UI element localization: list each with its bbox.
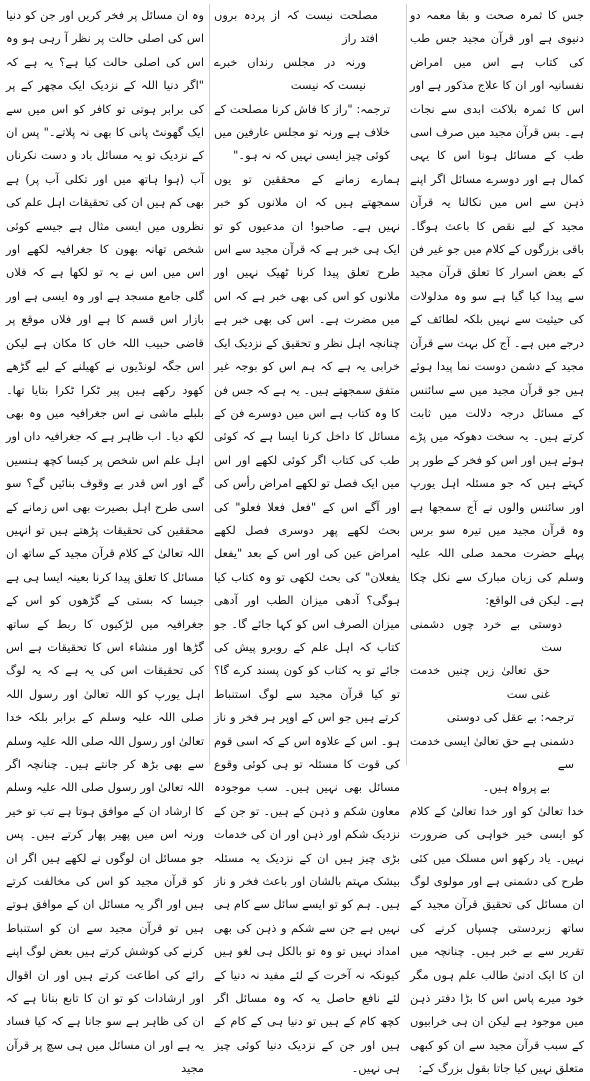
middle-column [214,4,400,1076]
translation-text: بے عقل کی دوستی [446,710,537,725]
verse-line: حق تعالیٰ زیں چنیں خدمت غنی ست [410,663,550,701]
paragraph: خدا تعالیٰ کو اور خدا تعالیٰ کے کلام کو ایسی خیر خواہی کی ضرورت نہیں۔ یاد رکھو اس مسلک میں کئی طرح کی دشمنی ہے اور مولوی لوگ ان مسائل کی تحقیق قرآن مجید کے ساتھ زبردستی چسپاں کرنے کی تقریر سے بے خبر ہیں۔ چنانچہ میں ان کا ایک ادنیٰ طالب علم ہوں مگر خود میرے پاس اس کا بڑا دفتر ذہن میں موجود ہے لیکن ان ہی خرابیوں کے سبب قرآن مجید سے ان کو کبھی متعلق نہیں کیا جاتا بقول بزرگ کے: [410,803,584,1076]
verse-line: مصلحت نیست کہ از پردہ بروں افتد راز [214,8,378,46]
left-column [6,4,204,1076]
right-column [410,4,584,1076]
translation-line: دشمنی ہے حق تعالیٰ ایسی خدمت سے [410,733,574,771]
verse-line: ورنہ در مجلس رنداں خبرے نیست کہ نیست [214,54,366,93]
paragraph: ہمارے زمانے کے محققین تو یوں سمجھتے ہیں کہ ان ملانوں کو خبر نہیں ہے۔ صاحبو! ان مدعیوں کو تو ایک ہی خبر ہے کہ قرآن مجید سے اس طرح تعلق پیدا کرنا ٹھیک نہیں اور ملانوں کو اس کی بھی خبر ہے کہ اس میں مضرت ہے۔ اس کی بھی خبر ہے چنانچہ اہل نظر و تحقیق کے نزدیک ایک خرابی یہ ہے کہ ہم اس کو بوجہ غیر متفق سمجھتے ہیں۔ یہ ہے کہ جس فن کا وہ کتاب ہے اس میں دوسرے فن کے مسائل کا داخل کرنا ایسا ہے کہ کوئی طب کی کتاب اگر کوئی لکھے اور اس میں ایک فصل تو لکھے امراض رأس کی اور آگے اس کے "فعل فعلا فعلو" کی بحث لکھے پھر دوسری فصل لکھے امراض عین کی اور اس کے بعد "یفعل یفعلان" کی بحث لکھی تو وہ کتاب کیا ہوگی؟ آدھی میزان الطب اور آدھی میزان الصرف اس کو کہا جائے گا۔ جو کتاب کہ اہل علم کے روبرو پیش کی جائے تو یہ کتاب کو کون پسند کرے گا؟ تو کیا قرآن مجید سے لوگ استنباط کرتے ہیں جو اس کے اوپر ہر فخر و ناز ہو۔ اس کے علاوہ اس کے کہ اسی قوم کی قوت کا مسئلہ تو ہی کوئی وقوع مسائل بھی نہیں ہیں۔ سب موجودہ معاون شکم و ذہن کے ہیں۔ تو جن کے نزدیک شکم اور ذہن اور ان کی خدمات بڑی چیز ہیں ان کے نزدیک یہ مسئلہ بیشک مہتم بالشان اور باعث فخر و ناز ہیں۔ ہم کو تو ایسے سائل سے کام ہی نہیں ہے جن سے شکم و ذہن کی بھی امداد نہیں تو وہ تو بالکل ہی لغو ہیں کیونکہ نہ آخرت کے لئے مفید نہ دنیا کے لئے نافع حاصل یہ کہ وہ مسائل اگر کچھ کام کے ہیں تو دنیا ہی کے کام کے ہیں اور جن کے نزدیک دنیا کوئی چیز ہی نہیں۔ [214,171,400,1076]
translation-line: بے پرواہ ہیں۔ [482,780,550,795]
translation-line: ترجمہ: "راز کا فاش کرنا مصلحت کے خلاف ہے ورنہ تو مجلس عارفین میں کوئی چیز ایسی نہیں کہ نہ ہو۔" [214,101,390,163]
document-page [6,4,584,1076]
paragraph: جس کا ثمرہ صحت و بقا معمہ دو دنیوی ہے اور قرآن مجید جس طب کی کتاب ہے اس میں امراض نفسانیہ اور ان کا علاج مذکور ہے اور اس کا ثمرہ بلاکت ابدی سے نجات ہے۔ بس قرآن مجید میں صرف اسی طب کے مسائل ہونا اس کا یہی کمال ہے اور دوسرے مسائل اگر اپنے ذہن سے اس میں نکالنا یہ قرآن مجید کے لیے نقص کا باعث ہوگا۔ باقی بزرگوں کے کلام میں جو غیر فن کے بعض اسرار کا تعلق قرآن مجید سے پیدا کیا گیا ہے سو وہ مدلولات کی حیثیت سے نہیں بلکہ لطائف کے درجے میں ہے۔ آج کل بہت سے قرآن مجید کے دشمن دوست نما پیدا ہوئے ہیں جو قرآن مجید میں سے سائنس کے مسائل درجہ دلالت میں ثابت کرتے ہیں۔ یہ سخت دھوکہ میں پڑے ہوئے ہیں اور اس کو فخر کے طور پر کہتے ہیں کہ جو مسئلہ اہل یورپ اور سائنس والوں نے آج سمجھا ہے وہ قرآن مجید میں تیرہ سو برس پہلے حضرت محمد صلی اللہ علیہ وسلم کی زبان مبارک سے نکل چکا ہے۔ لیکن فی الواقع: [410,8,584,608]
verse-line: دوستی بے خرد چوں دشمنی ست [410,616,562,654]
paragraph: وہ ان مسائل پر فخر کریں اور جن کو دنیا اس کی اصلی حالت پر نظر آ رہی ہو وہ اس کی اصلی حالت کیا ہے؟ یہ ہے کہ "اگر دنیا اللہ کے نزدیک ایک مچھر کے پر کی برابر ہوتی تو کافر کو اس میں سے ایک گھونٹ پانی کا بھی نہ پلاتے۔" پس ان کے نزدیک تو یہ مسائل باد و دست نکرناں آب (ہوا ہاتھ میں اور تکلی آب پر) ہے بھی کم ہیں ان کی تحقیقات اہل علم کی نظروں میں ایسی مثال ہے جیسے کوئی شخص تھانہ بھون کا جغرافیہ لکھے اور اس میں اس نے یہ تو لکھا ہے کہ فلاں گلی جامع مسجد ہے اور وہ ایسی ہے اور بازار اس قسم کا ہے اور فلاں موقع پر قاضی حبیب اللہ خاں کا مکان ہے لیکن اس جگہ لونڈیوں نے کھیلنے کے لیے گڑھے کھود رکھے ہیں پیر ٹکرا ٹکرا بتایا تھا۔ بلبلے ماشی نے اس جغرافیہ میں وہ بھی لکھ دیا۔ اب ظاہر ہے کہ جغرافیہ داں اور اہل علم اس شخص پر کیسا کچھ ہنسیں گے اور اس قدر بے وقوف بنائیں گے؟ سو اسی طرح اہل بصیرت بھی اس زمانے کے محققین کی تحقیقات پڑھتے ہیں تو انہیں اللہ تعالیٰ کے کلام قرآن مجید کے ساتھ ان مسائل کا تعلق پیدا کرنا بعینہ ایسا ہی ہے جیسا کہ بستی کے گڑھوں کو اس کے جغرافیہ میں لڑکیوں کا ربط کے ساتھ گڑھا اور منشاء اس کا تحقیقات ہے اس کی تحقیقات اس کی یہ ہے کہ یہ لوگ اہل یورپ کو اللہ تعالیٰ اور رسول اللہ صلی اللہ علیہ وسلم کے برابر بلکہ خدا تعالیٰ اور رسول اللہ صلی اللہ علیہ وسلم سے بھی بڑھ کر جانتے ہیں۔ چنانچہ اگر اللہ تعالیٰ اور رسول صلی اللہ علیہ وسلم کا ارشاد ان کے موافق ہوتا ہے تب تو خیر ورنہ اس میں پھیر پھار کرتے ہیں۔ پس جو مسائل ان لوگوں نے لکھے ہیں اگر ان کو قرآن مجید کو اس کی مخالفت کرتے ہیں اور اگر یہ مسائل ان کے موافق ہوتے ہیں تو قرآن مجید سے ان کو استنباط کرنے کی کوشش کرتے ہیں بعض لوگ اپنے رائے کی اطاعت کرتے ہیں اور ان اقوال اور ارشادات کو تو ان کا تابع بنانا ہے کہ ان کی ظاہر ہے سو جانا ہے کہ کیا فساد یہ ہے اور ان مسائل میں ہی سچ پر قرآن مجید [6,8,204,1076]
translation-line [410,706,584,729]
translation-label: ترجمہ: [540,710,574,725]
column-divider [209,4,210,765]
column-divider [406,4,407,765]
